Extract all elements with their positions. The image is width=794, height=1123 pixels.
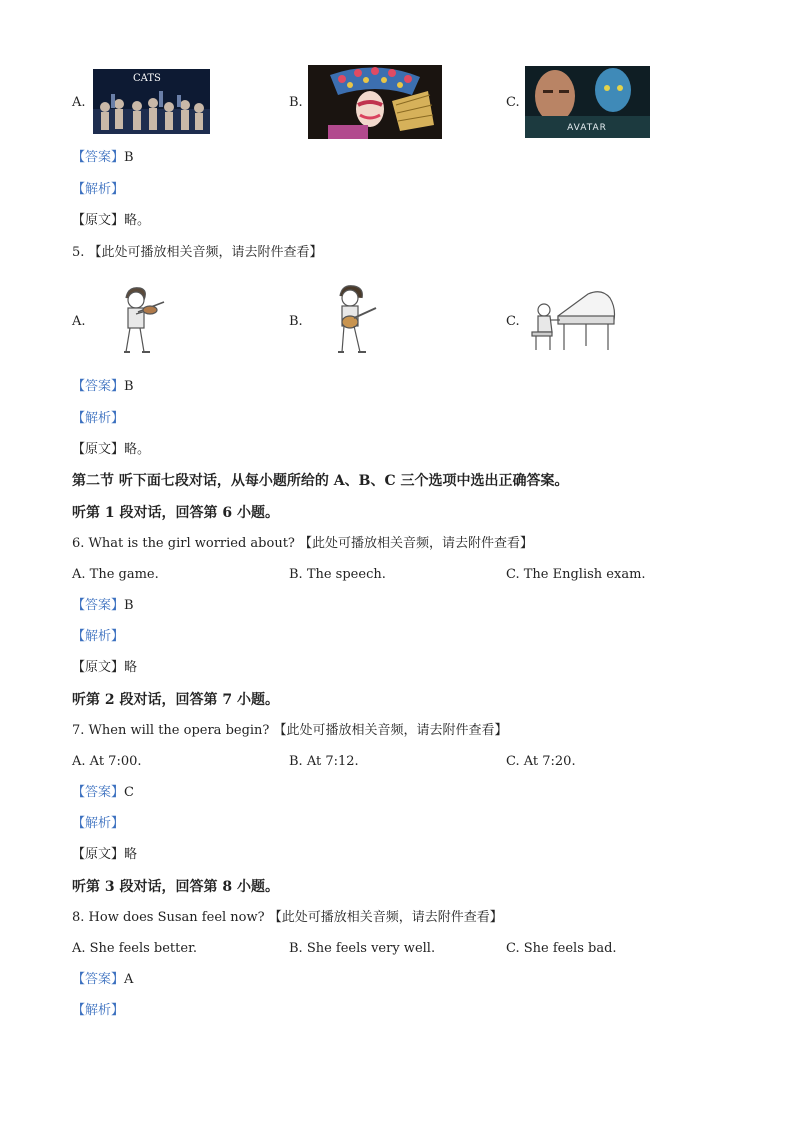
q4-option-a-image[interactable] <box>93 69 210 134</box>
q5-answer-tag: 【答案】 <box>72 379 125 394</box>
q5-original-text: 略。 <box>124 442 151 457</box>
q5-option-b-image[interactable] <box>330 284 378 356</box>
q6-original <box>72 660 137 676</box>
q8-answer <box>72 972 133 988</box>
q4-option-a-label: A. <box>72 95 86 110</box>
q6-answer <box>72 598 134 614</box>
q8-answer-value: A <box>124 972 134 987</box>
q7-stem: 7. When will the opera begin? 【此处可播放相关音频，请去附件查看】 <box>72 723 508 738</box>
q5-original-tag: 【原文】 <box>72 442 125 457</box>
q4-original-text: 略。 <box>124 213 151 228</box>
q5-option-c-image[interactable] <box>528 290 618 354</box>
q5-option-a-image[interactable] <box>114 284 176 356</box>
q4-answer-tag: 【答案】 <box>72 150 125 165</box>
q6-stem: 6. What is the girl worried about? 【此处可播放相关音频，请去附件查看】 <box>72 536 534 551</box>
q5-original <box>72 442 150 458</box>
q5-answer <box>72 379 134 395</box>
q6-option-b[interactable]: B. The speech. <box>289 567 386 582</box>
q4-option-b-label: B. <box>289 95 303 110</box>
q6-analysis-tag: 【解析】 <box>72 629 125 644</box>
cats-poster-title: CATS <box>133 73 161 84</box>
dialog1-heading: 听第 1 段对话，回答第 6 小题。 <box>72 505 279 521</box>
q7-option-c[interactable]: C. At 7:20. <box>506 754 576 769</box>
q6-answer-value: B <box>124 598 134 613</box>
q4-option-c-label: C. <box>506 95 520 110</box>
q8-option-a[interactable]: A. She feels better. <box>72 941 197 956</box>
q6-option-a[interactable]: A. The game. <box>72 567 159 582</box>
q5-stem: 5. 【此处可播放相关音频，请去附件查看】 <box>72 245 323 260</box>
q4-analysis-tag: 【解析】 <box>72 182 125 197</box>
q5-option-b-label: B. <box>289 314 303 329</box>
dialog2-heading: 听第 2 段对话，回答第 7 小题。 <box>72 692 279 708</box>
q5-option-a-label: A. <box>72 314 86 329</box>
q4-option-b-image[interactable] <box>308 65 442 139</box>
q7-answer-tag: 【答案】 <box>72 785 125 800</box>
q7-answer <box>72 785 134 801</box>
q8-stem: 8. How does Susan feel now? 【此处可播放相关音频，请去附件查看】 <box>72 910 503 925</box>
section2-heading: 第二节 听下面七段对话，从每小题所给的 A、B、C 三个选项中选出正确答案。 <box>72 473 569 489</box>
q8-answer-tag: 【答案】 <box>72 972 125 987</box>
q8-analysis-tag: 【解析】 <box>72 1003 125 1018</box>
q7-original <box>72 847 137 863</box>
q7-analysis-tag: 【解析】 <box>72 816 125 831</box>
dialog3-heading: 听第 3 段对话，回答第 8 小题。 <box>72 879 279 895</box>
q5-analysis-tag: 【解析】 <box>72 411 125 426</box>
q4-original <box>72 213 150 229</box>
q6-original-text: 略 <box>124 660 138 675</box>
q8-option-c[interactable]: C. She feels bad. <box>506 941 617 956</box>
q5-answer-value: B <box>124 379 134 394</box>
q4-original-tag: 【原文】 <box>72 213 125 228</box>
q5-option-c-label: C. <box>506 314 520 329</box>
q4-answer <box>72 150 134 166</box>
avatar-poster-title: AVATAR <box>567 123 607 133</box>
q4-option-c-image[interactable] <box>525 66 650 138</box>
q6-original-tag: 【原文】 <box>72 660 125 675</box>
q7-answer-value: C <box>124 785 134 800</box>
q7-original-text: 略 <box>124 847 138 862</box>
q7-original-tag: 【原文】 <box>72 847 125 862</box>
q7-option-a[interactable]: A. At 7:00. <box>72 754 142 769</box>
q8-option-b[interactable]: B. She feels very well. <box>289 941 436 956</box>
q6-option-c[interactable]: C. The English exam. <box>506 567 646 582</box>
q4-answer-value: B <box>124 150 134 165</box>
q7-option-b[interactable]: B. At 7:12. <box>289 754 359 769</box>
q6-answer-tag: 【答案】 <box>72 598 125 613</box>
